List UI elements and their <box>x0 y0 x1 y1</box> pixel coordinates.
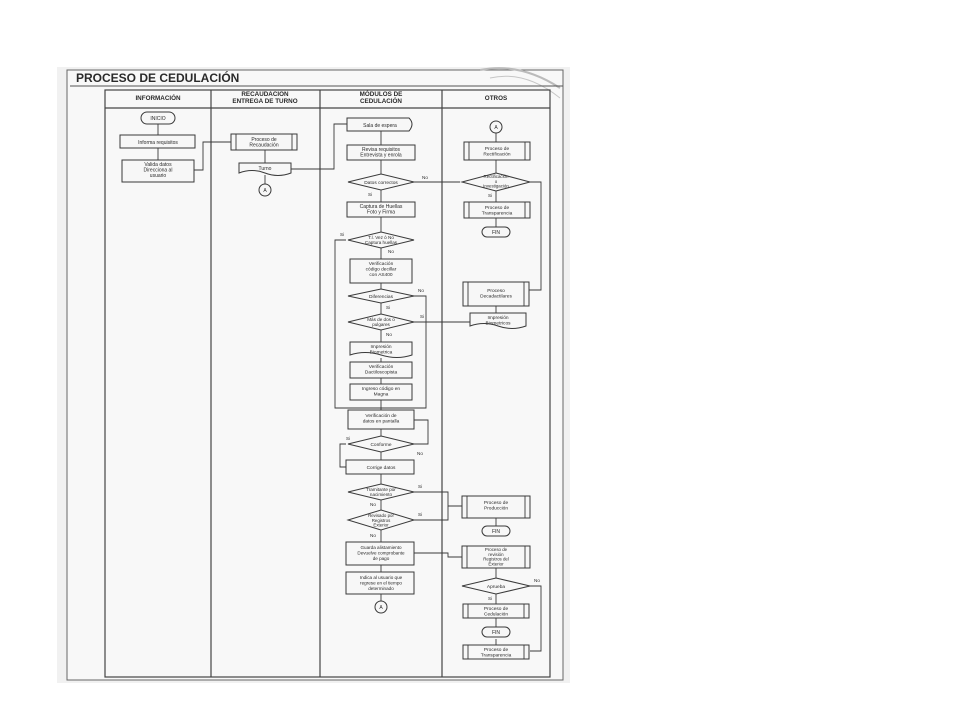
text-line: Captura de Huellas <box>359 204 403 210</box>
text-line: Proceso de <box>483 648 509 653</box>
svg-text:Verificación dedatos en pantal <box>363 413 400 425</box>
text-line: FIN <box>491 529 501 535</box>
text-line: Rectificación <box>483 174 509 179</box>
text-line: de pago <box>372 556 390 561</box>
edge-label: Si <box>488 193 493 198</box>
svg-text:Turno <box>259 166 272 172</box>
edge-label: No <box>418 288 424 293</box>
text-line: Informa requisitos <box>138 140 178 146</box>
node-guarda-alistamiento <box>346 542 414 565</box>
node-fin-2 <box>482 526 510 536</box>
text-line: FIN <box>491 630 501 636</box>
text-line: Turno <box>258 166 272 172</box>
text-line: usuario <box>149 173 167 179</box>
text-line: Conforme <box>370 443 392 448</box>
text-line: RECAUDACION <box>241 91 289 98</box>
node-proceso-transparencia-1 <box>464 202 530 218</box>
node-fin-3 <box>482 627 510 637</box>
text-line: Diferencias <box>369 295 393 300</box>
text-line: MÓDULOS DE <box>359 91 403 98</box>
node-proceso-recaudacion <box>231 134 297 150</box>
text-line: Sala de espera <box>363 123 397 129</box>
node-verificacion-dactiloscopista <box>350 362 412 378</box>
svg-text:Proceso deRecaudación <box>249 137 278 149</box>
text-line: pulgares <box>372 322 390 327</box>
text-line: Proceso de <box>484 147 510 152</box>
node-verificacion-as400 <box>350 259 412 283</box>
node-corrige-datos <box>346 460 414 474</box>
text-line: Revisado por <box>368 513 394 518</box>
text-line: nacimiento <box>369 492 393 497</box>
svg-text:Aprueba <box>487 584 505 590</box>
svg-text:Proceso deRectificación <box>483 146 511 158</box>
svg-text:ImpresiónBiometrica <box>370 344 393 356</box>
text-line: Proceso de <box>484 547 508 552</box>
text-line: revisión <box>488 551 504 557</box>
svg-text:Datos correctos <box>364 180 398 186</box>
svg-text:Informa requisitos <box>138 140 178 146</box>
text-line: Foto y Firma <box>366 209 396 216</box>
text-line: Valida datos <box>144 162 172 168</box>
edge-label: No <box>386 332 392 337</box>
text-line: T.l. Vez ó No <box>368 235 394 240</box>
text-line: Verificación <box>368 262 394 267</box>
svg-text:Verificacióncódigo decillarcon <box>366 261 397 278</box>
text-line: o <box>494 178 498 184</box>
text-line: OTROS <box>484 95 508 102</box>
svg-text:INFORMACIÓN <box>135 93 181 102</box>
text-line: Magna <box>373 392 389 398</box>
text-line: Rectificación <box>483 152 511 158</box>
node-proceso-produccion <box>462 496 530 518</box>
text-line: Direcciona al <box>143 167 173 174</box>
svg-text:Proceso deTransparencia <box>481 647 512 659</box>
edge-label: Si <box>488 596 493 601</box>
text-line: Captura huellas <box>364 240 398 245</box>
text-line: Transparencia <box>481 211 513 217</box>
edge-label: No <box>422 175 428 180</box>
node-proceso-rectificacion <box>464 142 530 160</box>
svg-text:Diferencias <box>369 294 394 300</box>
svg-text:Proceso deCedulación <box>484 606 509 618</box>
node-captura-huellas <box>347 202 415 217</box>
text-line: A <box>379 605 383 611</box>
text-line: Biometricos <box>485 321 511 327</box>
text-line: Recaudación <box>249 142 279 149</box>
text-line: FIN <box>491 230 501 236</box>
lane-header-informacion <box>135 93 181 102</box>
node-proceso-cedulacion <box>463 604 529 618</box>
connector-a-otros <box>490 121 502 133</box>
text-line: Entrevista y enrola <box>360 152 402 159</box>
text-line: ENTREGA DE TURNO <box>232 98 298 105</box>
edge-label: No <box>370 502 376 507</box>
text-line: Indica al usuario que <box>359 575 403 580</box>
edge-label: No <box>417 451 423 456</box>
text-line: Cedulación <box>483 612 509 618</box>
text-line: código decillar <box>365 267 397 273</box>
text-line: Investigación <box>483 183 509 189</box>
svg-text:Corrige datos <box>367 465 396 471</box>
node-sala-espera <box>347 118 412 131</box>
lane-header-modulos <box>360 89 403 105</box>
text-line: Exterior <box>488 561 504 567</box>
text-line: Registros del <box>483 556 509 562</box>
text-line: INFORMACIÓN <box>135 95 181 102</box>
node-proceso-decadactilares <box>463 282 529 306</box>
text-line: INICIO <box>150 116 166 122</box>
text-line: Ingreso código en <box>361 387 401 392</box>
text-line: A <box>494 125 498 131</box>
node-inicio <box>141 112 175 124</box>
edge-label: Si <box>368 192 373 197</box>
text-line: Aprueba <box>486 585 506 590</box>
svg-text:Proceso deTransparencia <box>482 205 513 217</box>
text-line: Corrige datos <box>366 466 396 471</box>
text-line: Proceso de <box>483 607 509 612</box>
text-line: Decadactilares <box>480 294 512 300</box>
svg-text:OTROS <box>485 95 507 102</box>
text-line: A <box>263 188 267 194</box>
node-revision-registros-exterior <box>462 546 530 568</box>
svg-text:MÓDULOS DECEDULACIÓN <box>360 89 403 105</box>
text-line: Exterior <box>373 522 389 528</box>
edge-label: Si <box>420 314 425 319</box>
node-informa-requisitos <box>120 135 195 148</box>
node-ingreso-magna <box>350 384 412 400</box>
svg-text:Revisa requisitosEntrevista y <box>360 147 402 159</box>
svg-text:VerificaciónDactiloscopista <box>365 364 398 376</box>
text-line: Transparencia <box>480 653 512 659</box>
text-line: Tramitante por <box>366 487 396 492</box>
node-proceso-transparencia-2 <box>463 645 529 659</box>
lane-header-recaudacion <box>232 91 297 105</box>
edge-label: Si <box>386 305 391 310</box>
svg-text:FIN <box>492 230 500 236</box>
svg-text:Conforme <box>370 442 391 448</box>
text-line: Guarda alistamiento <box>360 545 402 550</box>
text-line: Impresión <box>370 345 392 350</box>
connector-a-modulos <box>375 601 387 613</box>
text-line: Proceso de <box>251 137 277 143</box>
node-indica-usuario <box>346 572 414 594</box>
svg-text:FIN <box>492 630 500 636</box>
edge-label: Si <box>346 436 351 441</box>
svg-text:RECAUDACIONENTREGA DE TURNO <box>232 91 297 105</box>
svg-text:T.l. Vez ó NoCaptura huellas <box>365 235 398 245</box>
text-line: regrese en el tiempo <box>360 580 402 586</box>
svg-text:INICIO <box>150 116 165 122</box>
text-line: CEDULACIÓN <box>360 98 402 105</box>
svg-text:Tramitante pornacimiento <box>366 487 396 497</box>
node-fin-1 <box>482 227 510 237</box>
text-line: Verificación <box>368 365 394 370</box>
edge-label: No <box>388 249 394 254</box>
text-line: Más de dos o <box>367 317 395 322</box>
edge-label: Si <box>418 484 423 489</box>
text-line: Proceso de <box>483 501 509 506</box>
edge-label: No <box>534 578 540 583</box>
text-line: Datos correctos <box>364 181 398 186</box>
text-line: Biometrica <box>369 350 393 356</box>
edge-label: Si <box>418 512 423 517</box>
node-verificacion-pantalla <box>348 410 414 429</box>
text-line: Devuelve comprobante <box>357 550 405 556</box>
text-line: Verificación de <box>365 414 397 419</box>
text-line: Revisa requisitos <box>361 147 401 153</box>
svg-text:ImpresiónBiometricos <box>485 315 511 327</box>
text-line: Producción <box>484 506 508 512</box>
text-line: Impresión <box>487 316 509 321</box>
node-revisa-requisitos <box>347 145 415 160</box>
connector-a-recaudacion <box>259 184 271 196</box>
text-line: con AS400 <box>369 273 393 278</box>
node-valida-datos <box>122 160 194 182</box>
svg-text:Proceso deProducción <box>484 500 509 512</box>
text-line: Proceso <box>487 289 505 294</box>
svg-text:FIN <box>492 529 500 535</box>
svg-text:Sala de espera <box>363 123 397 129</box>
text-line: determinado <box>368 586 394 591</box>
text-line: datos en pantalla <box>362 419 400 425</box>
text-line: Registros <box>371 517 391 523</box>
text-line: Dactiloscopista <box>364 370 398 376</box>
text-line: Proceso de <box>484 206 510 211</box>
lane-header-otros <box>485 95 507 102</box>
diagram-title: PROCESO DE CEDULACIÓN <box>76 71 240 85</box>
edge-label: No <box>370 533 376 538</box>
edge-label: Si <box>340 232 345 237</box>
